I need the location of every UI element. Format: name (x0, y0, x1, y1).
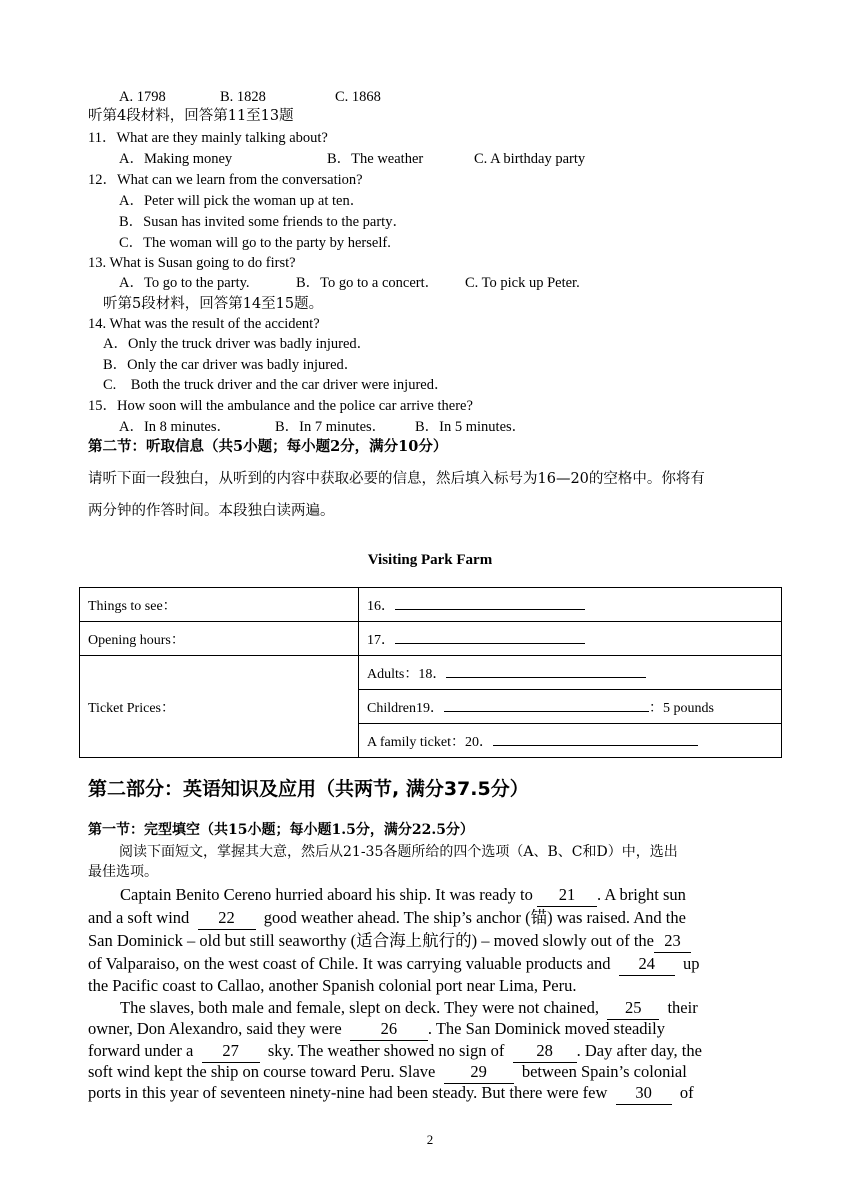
part2-instructions-2: 最佳选项。 (88, 864, 158, 880)
passage-line-6: The slaves, both male and female, slept on deck. They were not chained, 25 their (120, 997, 698, 1020)
q11-stem: 11．What are they mainly talking about? (88, 130, 328, 146)
q10-option-a: A. 1798 (119, 89, 166, 105)
blank-29[interactable]: 29 (444, 1061, 514, 1084)
part2-instructions-1: 阅读下面短文，掌握其大意，然后从21-35各题所给的四个选项（A、B、C和D）中，选出 (119, 844, 678, 860)
family-label: A family ticket：20． (367, 734, 493, 750)
blank-26[interactable]: 26 (350, 1018, 428, 1041)
q10-option-c: C. 1868 (335, 89, 381, 105)
q12-option-c: C．The woman will go to the party by herself. (119, 235, 391, 251)
q11-option-c: C. A birthday party (474, 151, 586, 167)
q12-option-b: B．Susan has invited some friends to the party． (119, 214, 407, 230)
blank-25[interactable]: 25 (607, 997, 659, 1020)
passage-line-4: of Valparaiso, on the west coast of Chile. It was carrying valuable products and 24 up (88, 953, 700, 976)
passage-line-5: the Pacific coast to Callao, another Spanish colonial port near Lima, Peru. (88, 976, 577, 995)
answer-blank-16[interactable] (395, 595, 585, 610)
q10-option-b: B. 1828 (220, 89, 266, 105)
children-price: ：5 pounds (649, 700, 714, 716)
section2-instructions-1: 请听下面一段独白，从听到的内容中获取必要的信息，然后填入标号为16—20的空格中。你将有 (88, 471, 705, 487)
table-title: Visiting Park Farm (367, 552, 493, 568)
answer-blank-20[interactable] (493, 731, 698, 746)
q15-option-a: A．In 8 minutes． (119, 419, 231, 435)
q14-stem: 14. What was the result of the accident? (88, 316, 320, 332)
part2-subheading: 第一节：完型填空（共15小题；每小题1.5分，满分22.5分） (88, 822, 474, 838)
q14-option-a: A．Only the truck driver was badly injured． (103, 336, 372, 352)
hours-number: 17． (367, 632, 395, 648)
blank-23[interactable]: 23 (654, 930, 691, 953)
family-cell (359, 724, 782, 758)
passage-line-9: soft wind kept the ship on course toward Peru. Slave 29 between Spain’s colonial (88, 1061, 687, 1084)
things-answer-cell (359, 588, 782, 622)
blank-21[interactable]: 21 (537, 884, 597, 907)
adults-cell (359, 656, 782, 690)
adults-label: Adults：18． (367, 666, 447, 682)
q15-option-b: B．In 7 minutes． (275, 419, 387, 435)
blank-28[interactable]: 28 (513, 1040, 577, 1063)
passage-line-2: and a soft wind 22 good weather ahead. The ship’s anchor (锚) was raised. And the (88, 907, 686, 930)
children-cell (359, 690, 782, 724)
q13-option-a: A．To go to the party. (119, 275, 250, 291)
part2-heading: 第二部分：英语知识及应用（共两节, 满分37.5分） (88, 778, 529, 800)
section5-intro: 听第5段材料，回答第14至15题。 (103, 296, 324, 312)
passage-line-10: ports in this year of seventeen ninety-nine had been steady. But there were few 30 of (88, 1082, 694, 1105)
passage-line-1: Captain Benito Cereno hurried aboard his ship. It was ready to 21 . A bright sun (120, 884, 686, 907)
q11-option-b: B．The weather (327, 151, 424, 167)
passage-line-7: owner, Don Alexandro, said they were 26 . The San Dominick moved steadily (88, 1018, 665, 1041)
things-number: 16． (367, 598, 395, 614)
hours-label: Opening hours： (80, 622, 359, 656)
page-number: 2 (426, 1132, 434, 1147)
section2-heading: 第二节：听取信息（共5小题；每小题2分，满分10分） (88, 438, 448, 455)
passage-line-8: forward under a 27 sky. The weather showed no sign of 28 . Day after day, the (88, 1040, 702, 1063)
passage-line-3: San Dominick – old but still seaworthy (适合海上航行的) – moved slowly out of the 23 (88, 930, 691, 953)
q11-option-a: A．Making money (119, 151, 233, 167)
q13-stem: 13. What is Susan going to do first? (88, 255, 296, 271)
answer-blank-17[interactable] (395, 629, 585, 644)
q14-option-c: C. Both the truck driver and the car driver were injured． (103, 377, 449, 393)
children-label: Children19． (367, 700, 444, 716)
section4-intro: 听第4段材料，回答第11至13题 (88, 108, 294, 124)
hours-answer-cell (359, 622, 782, 656)
blank-27[interactable]: 27 (202, 1040, 260, 1063)
q14-option-b: B．Only the car driver was badly injured． (103, 357, 359, 373)
q12-option-a: A．Peter will pick the woman up at ten． (119, 193, 365, 209)
prices-label: Ticket Prices： (80, 656, 359, 758)
q15-option-c: B．In 5 minutes． (415, 419, 527, 435)
q12-stem: 12．What can we learn from the conversation? (88, 172, 363, 188)
blank-24[interactable]: 24 (619, 953, 675, 976)
q15-stem: 15．How soon will the ambulance and the police car arrive there? (88, 398, 473, 414)
section2-instructions-2: 两分钟的作答时间。本段独白读两遍。 (88, 503, 335, 519)
blank-22[interactable]: 22 (198, 907, 256, 930)
things-label: Things to see： (80, 588, 359, 622)
answer-blank-18[interactable] (446, 663, 646, 678)
q13-option-c: C. To pick up Peter. (465, 275, 580, 291)
info-table (79, 587, 782, 758)
blank-30[interactable]: 30 (616, 1082, 672, 1105)
answer-blank-19[interactable] (444, 697, 649, 712)
q13-option-b: B．To go to a concert． (296, 275, 440, 291)
